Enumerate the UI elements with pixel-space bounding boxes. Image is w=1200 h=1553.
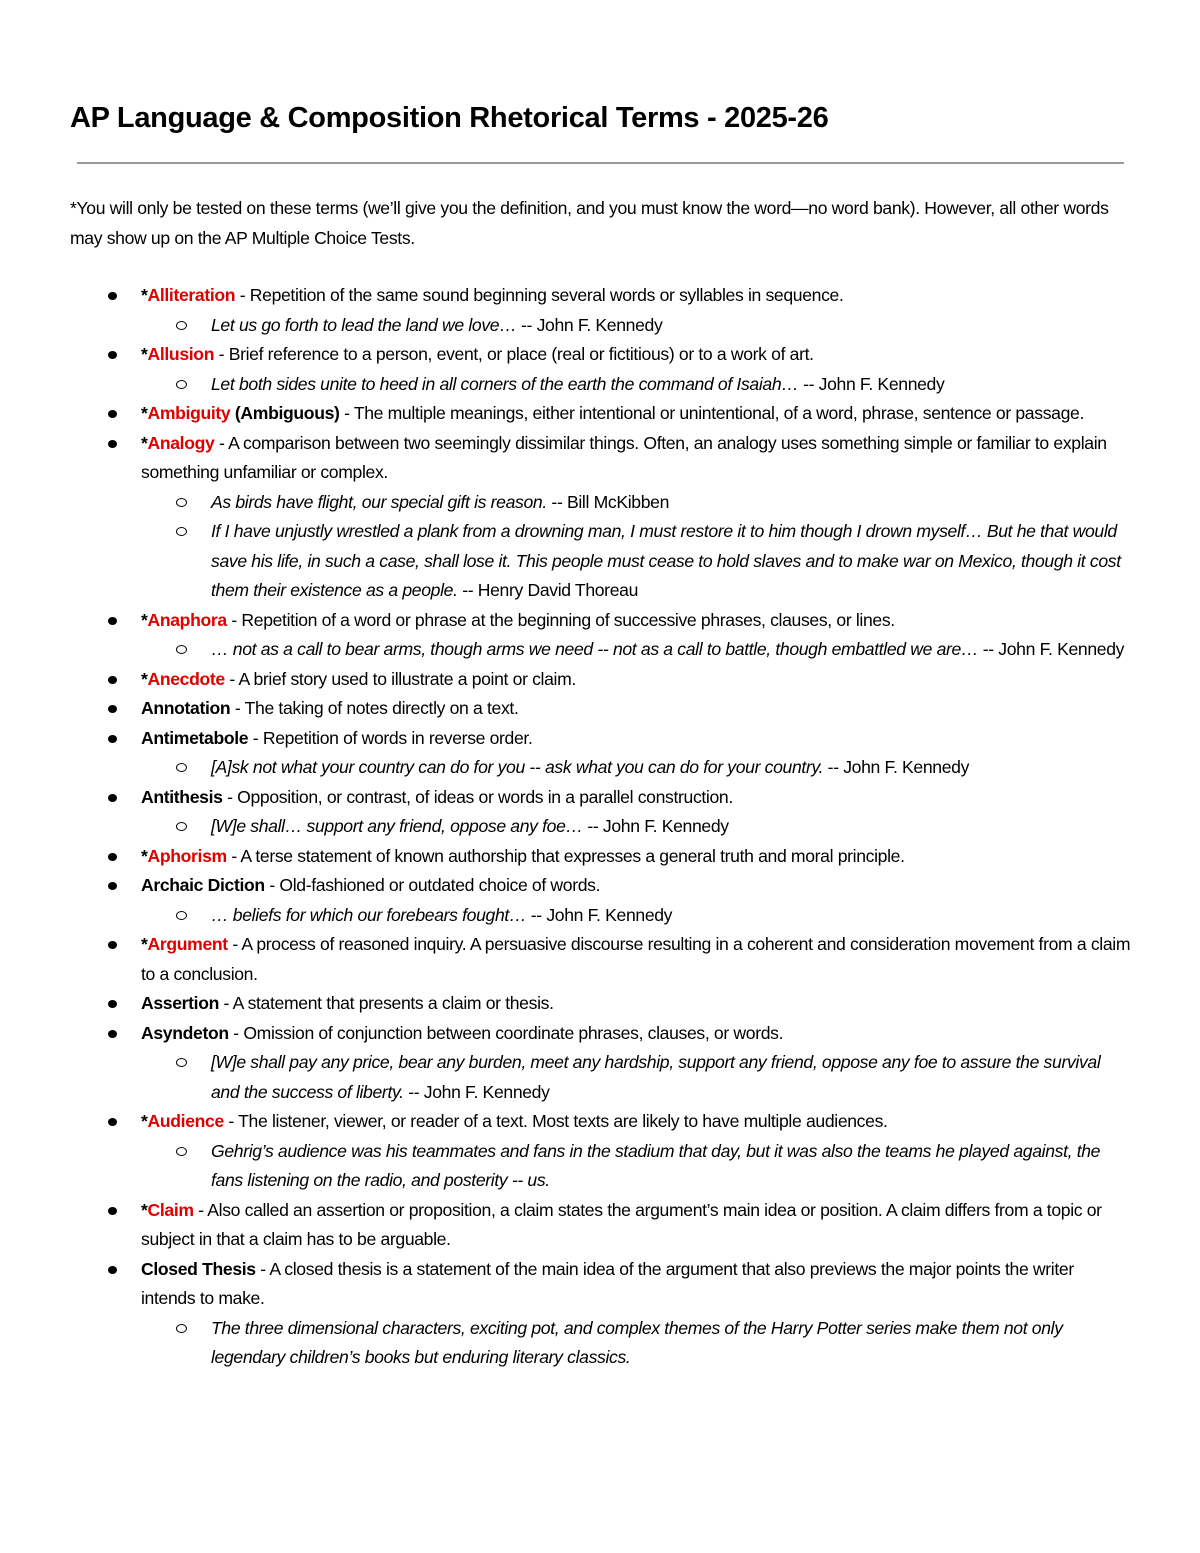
term-name: Asyndeton (141, 1022, 229, 1043)
term-item (0, 930, 1131, 989)
example-item (141, 753, 1131, 783)
example-list (141, 901, 1131, 931)
example-list (141, 753, 1131, 783)
term-definition: - The taking of notes directly on a text. (230, 698, 519, 718)
example-source: -- John F. Kennedy (582, 816, 729, 836)
example-quote: [A]sk not what your country can do for you -- ask what you can do for your country. (211, 757, 824, 777)
example-source: -- John F. Kennedy (798, 373, 945, 394)
example-source: -- John F. Kennedy (978, 639, 1125, 659)
bullet-icon (108, 292, 117, 300)
hollow-bullet-icon (176, 498, 187, 507)
term-extra: (Ambiguous) (230, 403, 340, 423)
term-definition: - The listener, viewer, or reader of a text. Most texts are likely to have multiple audiences. (223, 1111, 888, 1131)
term-definition: - A statement that presents a claim or thesis. (219, 993, 554, 1013)
term-name: Audience (147, 1111, 224, 1131)
hollow-bullet-icon (176, 822, 187, 831)
hollow-bullet-icon (176, 645, 187, 654)
term-star: * (141, 609, 148, 630)
term-name: Ambiguity (147, 403, 231, 423)
term-definition: - Brief reference to a person, event, or place (real or fictitious) or to a work of art. (214, 344, 814, 364)
term-item (0, 281, 1131, 340)
term-definition: - A brief story used to illustrate a point or claim. (224, 668, 576, 689)
term-definition: - Old-fashioned or outdated choice of words. (264, 875, 601, 895)
example-item (141, 311, 1131, 341)
term-definition: - Omission of conjunction between coordinate phrases, clauses, or words. (228, 1022, 784, 1043)
term-star: * (141, 403, 148, 423)
example-source: -- Bill McKibben (546, 491, 670, 512)
term-name: Closed Thesis (141, 1258, 256, 1279)
example-quote: [W]e shall pay any price, bear any burden, meet any hardship, support any friend, oppose any foe to assure the survival and the success of liberty. (211, 1052, 1101, 1102)
term-item (0, 989, 1131, 1019)
example-item (141, 812, 1131, 842)
term-star: * (141, 1111, 148, 1131)
example-list (141, 812, 1131, 842)
term-item (0, 842, 1131, 872)
term-name: Claim (147, 1199, 194, 1220)
term-item (0, 665, 1131, 695)
example-item (141, 1048, 1131, 1107)
term-item (0, 1255, 1131, 1373)
example-list (141, 1048, 1131, 1107)
term-name: Argument (147, 934, 228, 954)
term-item (0, 694, 1131, 724)
example-quote: As birds have flight, our special gift is reason. (211, 491, 547, 512)
example-item (141, 517, 1131, 606)
term-star: * (141, 934, 148, 954)
example-list (141, 1314, 1131, 1373)
bullet-icon (108, 941, 117, 949)
hollow-bullet-icon (176, 1324, 187, 1333)
example-list (141, 635, 1131, 665)
term-star: * (141, 845, 148, 866)
example-item (141, 635, 1131, 665)
hollow-bullet-icon (176, 911, 187, 920)
example-quote: Let us go forth to lead the land we love… (211, 314, 517, 335)
bullet-icon (108, 1207, 117, 1215)
example-quote: Gehrig’s audience was his teammates and fans in the stadium that day, but it was also the teams he played against, the fans listening on the radio, and posterity -- us. (211, 1140, 1101, 1190)
term-star: * (141, 668, 148, 689)
term-definition: - The multiple meanings, either intentional or unintentional, of a word, phrase, sentence or passage. (339, 403, 1084, 423)
hollow-bullet-icon (176, 380, 187, 389)
term-name: Assertion (141, 993, 219, 1013)
example-source: -- Henry David Thoreau (457, 580, 639, 600)
example-item (141, 1137, 1131, 1196)
bullet-icon (108, 676, 117, 684)
term-definition: - Opposition, or contrast, of ideas or words in a parallel construction. (222, 786, 733, 807)
bullet-icon (108, 794, 117, 802)
example-item (141, 1314, 1131, 1373)
term-definition: - Also called an assertion or proposition, a claim states the argument’s main idea or position. A claim differs from a topic or subject in that a claim has to be arguable. (141, 1199, 1102, 1249)
term-definition: - A process of reasoned inquiry. A persuasive discourse resulting in a coherent and consideration movement from a claim to a conclusion. (141, 934, 1131, 984)
hollow-bullet-icon (176, 763, 187, 772)
term-star: * (141, 1199, 148, 1220)
term-name: Allusion (147, 344, 215, 364)
example-quote: Let both sides unite to heed in all corners of the earth the command of Isaiah… (211, 373, 799, 394)
example-source: -- John F. Kennedy (526, 904, 673, 925)
term-star: * (141, 344, 148, 364)
example-item (141, 370, 1131, 400)
intro-paragraph: *You will only be tested on these terms (we’ll give you the definition, and you must know the word—no word bank). However, all other words may show up on the AP Multiple Choice Tests. (70, 198, 1109, 248)
term-name: Annotation (141, 698, 231, 718)
example-list (141, 370, 1131, 400)
example-item (141, 901, 1131, 931)
terms-list (0, 281, 1200, 1373)
example-quote: If I have unjustly wrestled a plank from a drowning man, I must restore it to him though I drown myself… But he that would save his life, in such a case, shall lose it. This people must cease to hold slaves and to make war on Mexico, though it cost them their existence as a people. (211, 521, 1121, 600)
term-item (0, 606, 1131, 665)
term-name: Anecdote (147, 668, 225, 689)
term-item (0, 429, 1131, 606)
bullet-icon (108, 1030, 117, 1038)
example-list (141, 1137, 1131, 1196)
hollow-bullet-icon (176, 1147, 187, 1156)
bullet-icon (108, 440, 117, 448)
term-name: Anaphora (147, 609, 227, 630)
term-item (0, 340, 1131, 399)
term-definition: - Repetition of a word or phrase at the beginning of successive phrases, clauses, or lines. (226, 609, 895, 630)
example-source: -- John F. Kennedy (823, 757, 970, 777)
term-item (0, 783, 1131, 842)
bullet-icon (108, 1266, 117, 1274)
hollow-bullet-icon (176, 321, 187, 330)
bullet-icon (108, 1118, 117, 1126)
bullet-icon (108, 882, 117, 890)
example-source: -- John F. Kennedy (403, 1081, 550, 1102)
hollow-bullet-icon (176, 1058, 187, 1067)
bullet-icon (108, 410, 117, 418)
term-item (0, 1019, 1131, 1108)
term-name: Archaic Diction (141, 875, 265, 895)
term-item (0, 399, 1131, 429)
example-quote: The three dimensional characters, exciting pot, and complex themes of the Harry Potter series make them not only legendary children’s books but enduring literary classics. (211, 1317, 1063, 1367)
bullet-icon (108, 1000, 117, 1008)
term-name: Aphorism (147, 845, 227, 866)
bullet-icon (108, 351, 117, 359)
example-item (141, 488, 1131, 518)
term-name: Antimetabole (141, 727, 249, 748)
term-name: Analogy (147, 432, 215, 453)
page-title: AP Language & Composition Rhetorical Terms - 2025-26 (70, 102, 829, 134)
example-list (141, 311, 1131, 341)
term-definition: - Repetition of the same sound beginning several words or syllables in sequence. (235, 285, 844, 305)
bullet-icon (108, 617, 117, 625)
term-definition: - A comparison between two seemingly dissimilar things. Often, an analogy uses something simple or familiar to explain something unfamiliar or complex. (141, 432, 1107, 482)
example-source: -- John F. Kennedy (516, 314, 663, 335)
term-star: * (141, 432, 148, 453)
hollow-bullet-icon (176, 527, 187, 536)
title-divider (77, 162, 1124, 164)
bullet-icon (108, 853, 117, 861)
term-name: Antithesis (141, 786, 223, 807)
term-item (0, 724, 1131, 783)
bullet-icon (108, 705, 117, 713)
term-item (0, 1196, 1131, 1255)
term-definition: - Repetition of words in reverse order. (248, 727, 533, 748)
example-list (141, 488, 1131, 606)
term-name: Alliteration (147, 285, 236, 305)
term-item (0, 871, 1131, 930)
term-star: * (141, 285, 148, 305)
term-definition: - A closed thesis is a statement of the main idea of the argument that also previews the major points the writer intends to make. (141, 1258, 1074, 1308)
example-quote: [W]e shall… support any friend, oppose any foe… (211, 816, 583, 836)
bullet-icon (108, 735, 117, 743)
example-quote: … not as a call to bear arms, though arms we need -- not as a call to battle, though embattled we are… (211, 639, 979, 659)
example-quote: … beliefs for which our forebears fought… (211, 904, 527, 925)
term-definition: - A terse statement of known authorship that expresses a general truth and moral principle. (226, 845, 905, 866)
term-item (0, 1107, 1131, 1196)
